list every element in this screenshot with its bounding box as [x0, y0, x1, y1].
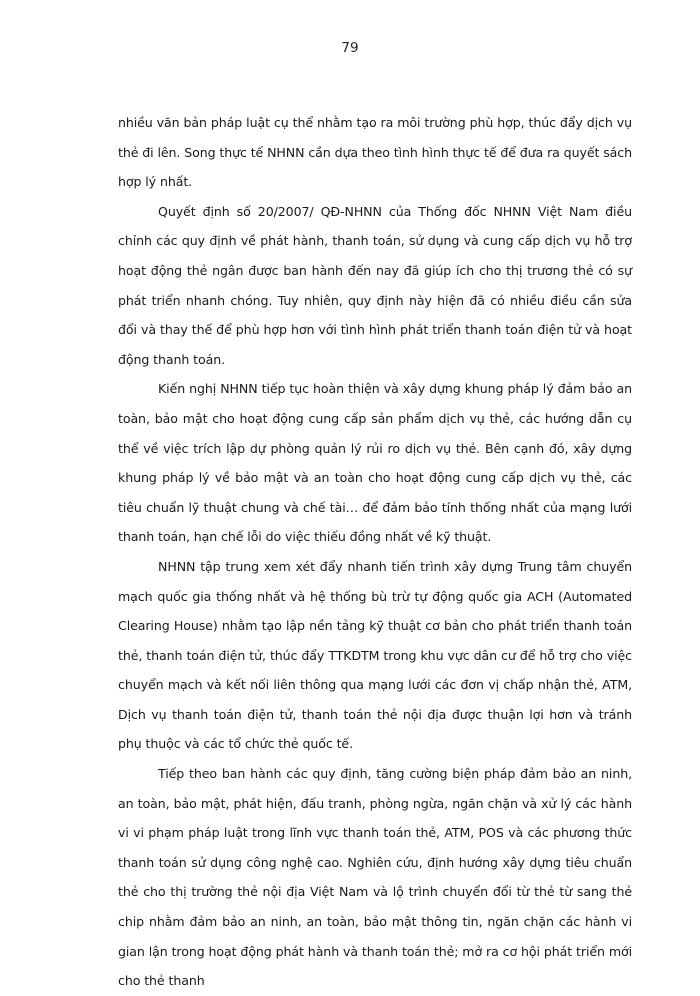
- page-number: 79: [341, 40, 359, 56]
- paragraph-1: nhiều văn bản pháp luật cụ thể nhằm tạo ra môi trường phù hợp, thúc đẩy dịch vụ thẻ đi lên. Song thực tế NHNN cần dựa theo tình hình thực tế để đưa ra quyết sách hợp lý nhất.: [118, 115, 632, 190]
- paragraph-3: Kiến nghị NHNN tiếp tục hoàn thiện và xây dựng khung pháp lý đảm bảo an toàn, bảo mật cho hoạt động cung cấp sản phẩm dịch vụ thẻ, các hướng dẫn cụ thể về việc trích lập dự phòng quản lý rủi ro dịch vụ thẻ. Bên cạnh đó, xây dựng khung pháp lý về bảo mật và an toàn cho hoạt động cung cấp dịch vụ thẻ, các tiêu chuẩn lỹ thuật chung và chế tài… để đảm bảo tính thống nhất của mạng lưới thanh toán, hạn chế lỗi do việc thiếu đồng nhất về kỹ thuật.: [118, 381, 632, 545]
- paragraph-2: Quyết định số 20/2007/ QĐ-NHNN của Thống đốc NHNN Việt Nam điều chỉnh các quy định về phát hành, thanh toán, sử dụng và cung cấp dịch vụ hỗ trợ hoạt động thẻ ngân được ban hành đến nay đã giúp ích cho thị trương thẻ có sự phát triển nhanh chóng. Tuy nhiên, quy định này hiện đã có nhiều điều cần sửa đổi và thay thế để phù hợp hơn với tình hình phát triển thanh toán điện tử và hoạt động thanh toán.: [118, 203, 632, 367]
- body-text: [118, 108, 632, 996]
- paragraph-5: Tiếp theo ban hành các quy định, tăng cường biện pháp đảm bảo an ninh, an toàn, bảo mật, phát hiện, đấu tranh, phòng ngừa, ngăn chặn và xử lý các hành vi vi phạm pháp luật trong lĩnh vực thanh toán thẻ, ATM, POS và các phương thức thanh toán sử dụng công nghệ cao. Nghiên cứu, định hướng xây dựng tiêu chuẩn thẻ cho thị trường thẻ nội địa Việt Nam và lộ trình chuyển đổi từ thẻ từ sang thẻ chip nhằm đảm bảo an ninh, an toàn, bảo mật thông tin, ngăn chặn các hành vi gian lận trong hoạt động phát hành và thanh toán thẻ; mở ra cơ hội phát triển mới cho thẻ thanh: [118, 766, 632, 989]
- paragraph-4: NHNN tập trung xem xét đẩy nhanh tiến trình xây dựng Trung tâm chuyển mạch quốc gia thống nhất và hệ thống bù trừ tự động quốc gia ACH (Automated Clearing House) nhằm tạo lập nền tảng kỹ thuật cơ bản cho phát triển thanh toán thẻ, thanh toán điện tử, thúc đẩy TTKDTM trong khu vực dân cư để hỗ trợ cho việc chuyển mạch và kết nối liên thông qua mạng lưới các đơn vị chấp nhận thẻ, ATM, Dịch vụ thanh toán điện tử, thanh toán thẻ nội địa được thuận lợi hơn và tránh phụ thuộc và các tổ chức thẻ quốc tế.: [118, 558, 632, 752]
